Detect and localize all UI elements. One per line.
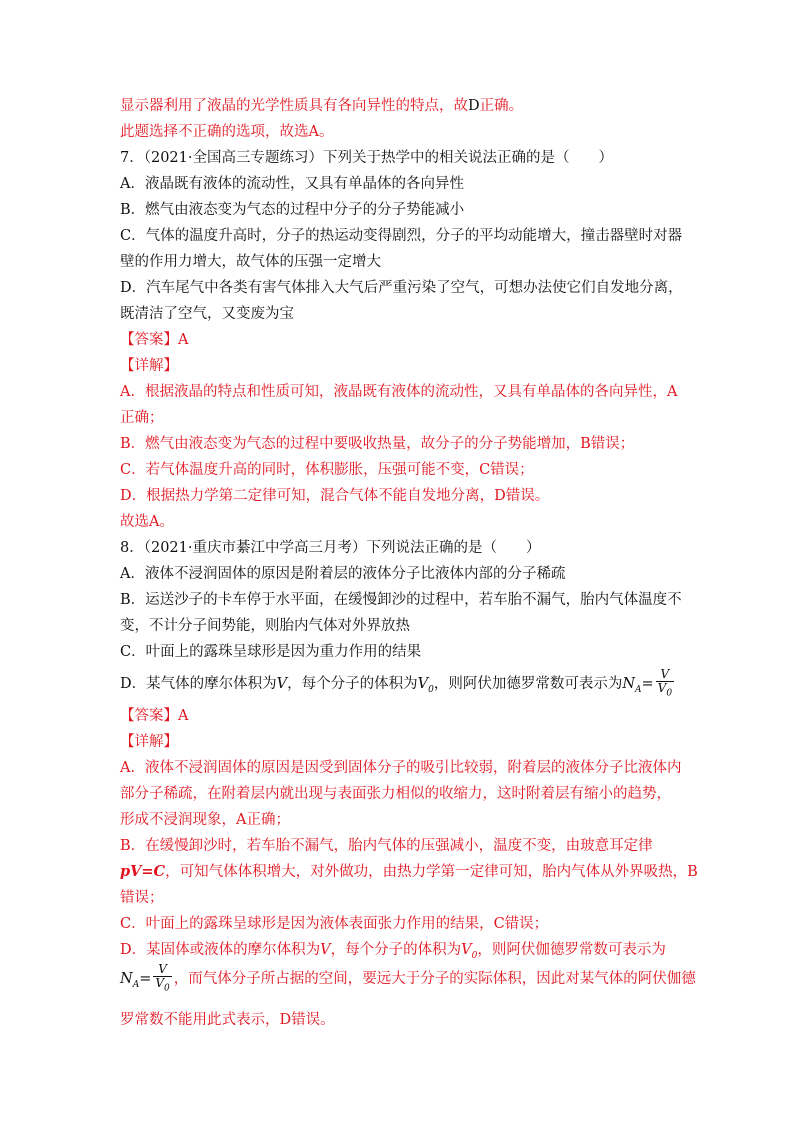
q8-option-d-pre: D．某气体的摩尔体积为: [120, 676, 277, 693]
q8-exp-a-3: 形成不浸润现象，A正确；: [120, 812, 290, 828]
q7-exp-b: B．燃气由液态变为气态的过程中要吸收热量，故分子的分子势能增加，B错误；: [120, 436, 635, 452]
q7-exp-d: D．根据热力学第二定律可知，混合气体不能自发地分离，D错误。: [120, 488, 550, 504]
q8-exp-b-2: [120, 862, 698, 882]
q8-stem: 8．（2021·重庆市綦江中学高三月考）下列说法正确的是（ ）: [120, 540, 541, 556]
q7-option-c-2: 壁的作用力增大，故气体的压强一定增大: [120, 254, 381, 270]
q8-option-d-post: ，则阿伏加德罗常数可表示为: [433, 676, 623, 693]
q8-exp-c: C．叶面上的露珠呈球形是因为液体表面张力作用的结果，C错误；: [120, 916, 549, 932]
q8-exp-d-2-na: [120, 971, 140, 990]
q8-exp-b-3: 错误；: [120, 890, 164, 906]
q7-answer-label: 【答案】: [120, 332, 178, 348]
q8-option-b-2: 变，不计分子间势能，则胎内气体对外界放热: [120, 618, 410, 634]
q8-exp-d-1-pre: D．某固体或液体的摩尔体积为: [120, 942, 321, 958]
q8-exp-d-1-v0-base: V: [461, 942, 472, 958]
top-line-1-text: 显示器利用了液晶的光学性质具有各向异性的特点，故: [120, 98, 468, 114]
q8-option-d-fraction-den: [656, 681, 674, 700]
q8-option-d-mid: ，每个分子的体积为: [287, 676, 418, 693]
q7-option-d-2: 既清洁了空气，又变废为宝: [120, 306, 294, 322]
q8-exp-d-2-text: ，而气体分子所占据的空间，要远大于分子的实际体积，因此对某气体的阿伏伽德: [173, 971, 696, 987]
q7-exp-c: C．若气体温度升高的同时，体积膨胀，压强可能不变，C错误；: [120, 462, 534, 478]
q8-exp-d-1-mid: ，每个分子的体积为: [330, 942, 462, 958]
q7-answer-value: A: [178, 332, 189, 348]
q7-answer: [120, 330, 188, 350]
q8-exp-a-2: 部分子稀疏，在附着层内就出现与表面张力相似的收缩力，这时附着层有缩小的趋势，: [120, 786, 671, 802]
q8-exp-d-1-v0: [461, 942, 478, 961]
q8-option-d-fraction-den-base: V: [657, 681, 667, 695]
top-line-1-end: 正确。: [479, 98, 524, 114]
q8-exp-d-1-v: V: [320, 942, 331, 958]
q8-exp-d-2-fraction-num: V: [158, 961, 167, 976]
q8-option-d-v0: [417, 676, 434, 696]
q8-exp-d-2-eq: =: [139, 971, 152, 987]
q8-option-d-fraction: [656, 668, 674, 700]
top-line-1: [120, 96, 523, 116]
q8-option-d-na-base: N: [622, 676, 636, 693]
q7-exp-a-1: A．根据液晶的特点和性质可知，液晶既有液体的流动性，又具有单晶体的各向异性，A: [120, 384, 678, 400]
q8-exp-d-3: 罗常数不能用此式表示，D错误。: [120, 1012, 335, 1028]
q7-option-a: A．液晶既有液体的流动性，又具有单晶体的各向异性: [120, 176, 464, 192]
q7-exp-a-2: 正确；: [120, 410, 164, 426]
q8-option-b-1: B．运送沙子的卡车停于水平面，在缓慢卸沙的过程中，若车胎不漏气，胎内气体温度不: [120, 592, 682, 608]
q8-exp-b-1: B．在缓慢卸沙时，若车胎不漏气，胎内气体的压强减小，温度不变，由玻意耳定律: [120, 838, 653, 854]
top-line-2: 此题选择不正确的选项，故选A。: [120, 124, 334, 140]
q8-exp-d-1-v0-sub: 0: [471, 950, 478, 961]
q8-exp-d-2-fraction: [153, 963, 171, 995]
q8-option-d-fraction-den-sub: 0: [666, 688, 673, 699]
top-line-1-option: D: [468, 98, 480, 114]
q8-exp-d-2-fraction-den: [153, 976, 171, 995]
q7-conclusion: 故选A。: [120, 514, 174, 530]
q7-option-d-1: D．汽车尾气中各类有害气体排入大气后严重污染了空气，可想办法使它们自发地分离，: [120, 280, 683, 296]
q8-detail-label: 【详解】: [120, 734, 178, 750]
q8-exp-d-2-na-base: N: [120, 971, 133, 987]
q8-option-a: A．液体不浸润固体的原因是附着层的液体分子比液体内部的分子稀疏: [120, 566, 566, 582]
q7-detail-label: 【详解】: [120, 358, 178, 374]
q7-option-c-1: C．气体的温度升高时，分子的热运动变得剧烈，分子的平均动能增大，撞击器壁时对器: [120, 228, 683, 244]
q8-exp-d-2: [120, 962, 696, 1002]
q8-option-c: C．叶面上的露珠呈球形是因为重力作用的结果: [120, 644, 422, 660]
q8-exp-d-2-na-sub: A: [132, 979, 140, 990]
q8-option-d-eq: =: [641, 676, 654, 693]
q8-exp-b-formula: pV=C: [120, 863, 166, 880]
q8-option-d: [120, 668, 676, 705]
q8-exp-d-2-fraction-den-sub: 0: [164, 983, 170, 994]
q8-option-d-v0-sub: 0: [428, 685, 434, 696]
q8-exp-a-1: A．液体不浸润固体的原因是因受到固体分子的吸引比较弱，附着层的液体分子比液体内: [120, 760, 682, 776]
q8-option-d-v0-base: V: [417, 676, 429, 693]
q7-option-b: B．燃气由液态变为气态的过程中分子的分子势能减小: [120, 202, 465, 218]
q8-answer-label: 【答案】: [120, 708, 178, 724]
q8-option-d-fraction-num: V: [660, 667, 670, 681]
q8-option-d-na-sub: A: [635, 685, 642, 696]
q8-exp-b-2-text: ，可知气体体积增大，对外做功，由热力学第一定律可知，胎内气体从外界吸热，B: [165, 864, 698, 880]
q8-answer-value: A: [178, 708, 189, 724]
q8-option-d-v: V: [276, 676, 288, 693]
q8-option-d-na: [622, 676, 642, 696]
q8-exp-d-1-post: ，则阿伏伽德罗常数可表示为: [477, 942, 666, 958]
q8-exp-d-2-fraction-den-base: V: [155, 975, 165, 990]
q7-stem: 7．（2021·全国高三专题练习）下列关于热学中的相关说法正确的是（ ）: [120, 150, 613, 166]
q8-answer: [120, 706, 188, 726]
